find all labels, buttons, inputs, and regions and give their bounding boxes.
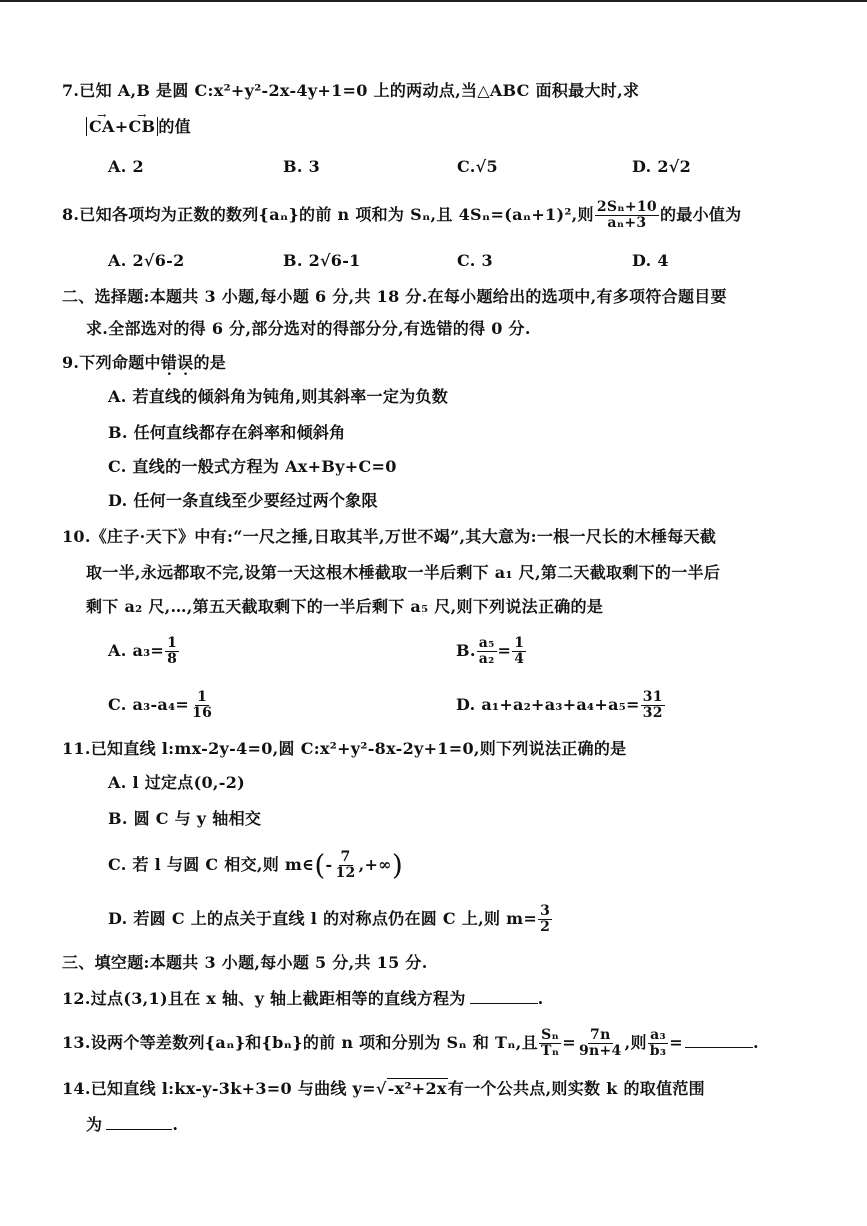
q7-option-c: C.√5 xyxy=(457,157,498,176)
q9-option-b: B. 任何直线都存在斜率和倾斜角 xyxy=(108,423,346,442)
q13-fraction-3 xyxy=(648,1028,669,1059)
frac-den: 4 xyxy=(514,651,525,667)
section2-heading: 二、选择题:本题共 3 小题,每小题 6 分,共 18 分.在每小题给出的选项中,有多项符合题目要 xyxy=(62,287,727,306)
q11-option-c-label: C. 若 l 与圆 C 相交,则 m∈ xyxy=(108,855,315,874)
q10-stem-line3: 剩下 a₂ 尺,…,第五天截取剩下的一半后剩下 a₅ 尺,则下列说法正确的是 xyxy=(86,597,604,616)
q10-option-b-fraction-1 xyxy=(477,636,497,667)
q10-option-b-label: B. xyxy=(456,641,476,660)
q10-option-a-fraction xyxy=(165,636,179,667)
q9-emphasis-1: 错 xyxy=(160,353,178,372)
q11-stem: 11.已知直线 l:mx-2y-4=0,圆 C:x²+y²-8x-2y+1=0,则下列说法正确的是 xyxy=(62,739,627,758)
frac-den: 8 xyxy=(167,651,178,667)
q9-stem-prefix: 9.下列命题中 xyxy=(62,353,161,372)
q9-emphasis-2: 误 xyxy=(177,353,194,372)
q8-frac-den: aₙ+3 xyxy=(607,215,647,231)
q8-fraction xyxy=(595,200,659,231)
q10-option-b xyxy=(456,636,527,667)
q9-stem xyxy=(62,352,226,374)
q11-option-b: B. 圆 C 与 y 轴相交 xyxy=(108,809,262,828)
frac-num: a₅ xyxy=(478,635,495,651)
q12-stem xyxy=(62,988,544,1010)
q10-option-c-label: C. a₃-a₄= xyxy=(108,695,190,714)
q14-line2-prefix: 为 xyxy=(86,1115,103,1134)
frac-den: 2 xyxy=(540,919,551,935)
q14-stem-end: 有一个公共点,则实数 k 的取值范围 xyxy=(447,1079,705,1098)
q10-option-d-fraction xyxy=(641,690,665,721)
q7-stem-line2 xyxy=(86,116,191,138)
q12-stem-text: 12.过点(3,1)且在 x 轴、y 轴上截距相等的直线方程为 xyxy=(62,989,466,1008)
q7-stem-line1 xyxy=(62,80,639,102)
q14-answer-blank[interactable] xyxy=(106,1115,172,1130)
plus-sign: + xyxy=(114,117,129,136)
frac-den: b₃ xyxy=(649,1043,667,1059)
q13-stem-mid: ,则 xyxy=(624,1033,647,1052)
q9-stem-suffix: 的是 xyxy=(193,353,227,372)
q10-stem-line1: 10.《庄子·天下》中有:“一尺之捶,日取其半,万世不竭”,其大意为:一根一尺长的木棰每天截 xyxy=(62,527,717,546)
right-paren: ) xyxy=(391,848,404,882)
frac-num: 1 xyxy=(514,635,525,651)
section2-heading-cont: 求.全部选对的得 6 分,部分选对的得部分分,有选错的得 0 分. xyxy=(86,319,531,338)
q10-option-d-label: D. a₁+a₂+a₃+a₄+a₅= xyxy=(456,695,640,714)
q8-stem xyxy=(62,200,741,231)
frac-num: 7 xyxy=(340,849,351,865)
q10-option-d xyxy=(456,690,666,721)
q14-stem-text: 14.已知直线 l:kx-y-3k+3=0 与曲线 y= xyxy=(62,1079,376,1098)
q13-stem-text: 13.设两个等差数列{aₙ}和{bₙ}的前 n 项和分别为 Sₙ 和 Tₙ,且 xyxy=(62,1033,538,1052)
q10-option-c-fraction xyxy=(190,690,214,721)
q14-end: . xyxy=(172,1115,179,1134)
frac-den: a₂ xyxy=(478,651,495,667)
q11-option-d-label: D. 若圆 C 上的点关于直线 l 的对称点仍在圆 C 上,则 m= xyxy=(108,909,538,928)
q14-stem-line2 xyxy=(86,1114,178,1136)
frac-den: 12 xyxy=(335,865,356,881)
q8-stem-text: 8.已知各项均为正数的数列{aₙ}的前 n 项和为 Sₙ,且 4Sₙ=(aₙ+1)²,则 xyxy=(62,205,594,224)
q12-answer-blank[interactable] xyxy=(470,989,538,1004)
minus-sign: - xyxy=(325,855,333,874)
q13-stem xyxy=(62,1028,759,1059)
q10-option-a xyxy=(108,636,180,667)
q11-option-c xyxy=(108,850,403,881)
frac-den: 16 xyxy=(192,705,213,721)
frac-num: Sₙ xyxy=(541,1027,560,1043)
vector-sum-magnitude xyxy=(86,117,158,136)
frac-num: 31 xyxy=(642,689,663,705)
q8-option-c: C. 3 xyxy=(457,251,493,270)
q13-fraction-1 xyxy=(539,1028,561,1059)
interval-tail: ,+∞ xyxy=(358,855,392,874)
q8-option-a: A. 2√6-2 xyxy=(108,251,185,270)
equals-sign: = xyxy=(669,1033,684,1052)
q13-fraction-2 xyxy=(577,1028,624,1059)
q10-option-a-label: A. a₃= xyxy=(108,641,165,660)
q10-stem-line2: 取一半,永远都取不完,设第一天这根木棰截取一半后剩下 a₁ 尺,第二天截取剩下的一半后 xyxy=(86,563,721,582)
frac-num: 1 xyxy=(197,689,208,705)
q7-stem-text: 7.已知 A,B 是圆 C:x²+y²-2x-4y+1=0 上的两动点,当△ABC 面积最大时,求 xyxy=(62,81,640,100)
q9-option-a: A. 若直线的倾斜角为钝角,则其斜率一定为负数 xyxy=(108,387,449,406)
q8-option-b: B. 2√6-1 xyxy=(283,251,361,270)
equals-sign: = xyxy=(497,641,512,660)
frac-num: 3 xyxy=(540,903,551,919)
q11-option-a: A. l 过定点(0,-2) xyxy=(108,773,246,792)
q8-stem-end: 的最小值为 xyxy=(659,205,742,224)
vector-ca: → CA xyxy=(89,116,115,138)
frac-num: a₃ xyxy=(650,1027,666,1043)
frac-den: 32 xyxy=(642,705,663,721)
q13-end: . xyxy=(753,1033,759,1052)
q13-answer-blank[interactable] xyxy=(685,1033,753,1048)
frac-num: 1 xyxy=(167,635,178,651)
frac-num: 7n xyxy=(590,1027,611,1043)
q11-option-d xyxy=(108,904,553,935)
frac-den: Tₙ xyxy=(540,1043,560,1059)
q11-option-c-fraction xyxy=(334,850,358,881)
q8-frac-num: 2Sₙ+10 xyxy=(596,199,657,215)
section3-heading: 三、填空题:本题共 3 小题,每小题 5 分,共 15 分. xyxy=(62,953,428,972)
q7-option-a: A. 2 xyxy=(108,157,144,176)
q14-radicand: -x²+2x xyxy=(387,1079,447,1098)
q10-option-c xyxy=(108,690,215,721)
vector-cb: → CB xyxy=(128,116,155,138)
frac-den: 9n+4 xyxy=(579,1043,622,1059)
q7-option-b: B. 3 xyxy=(283,157,320,176)
q7-stem-end: 的值 xyxy=(158,117,191,136)
q8-option-d: D. 4 xyxy=(632,251,669,270)
sqrt-icon: √ xyxy=(375,1079,387,1098)
q7-option-d: D. 2√2 xyxy=(632,157,692,176)
q10-option-b-fraction-2 xyxy=(512,636,526,667)
left-paren: ( xyxy=(314,848,326,882)
q9-option-c: C. 直线的一般式方程为 Ax+By+C=0 xyxy=(108,457,397,476)
q9-option-d: D. 任何一条直线至少要经过两个象限 xyxy=(108,491,378,510)
equals-sign: = xyxy=(562,1033,576,1052)
q12-end: . xyxy=(537,989,544,1008)
q14-stem-line1 xyxy=(62,1078,705,1100)
q11-option-d-fraction xyxy=(538,904,552,935)
page-top-border xyxy=(0,0,867,2)
